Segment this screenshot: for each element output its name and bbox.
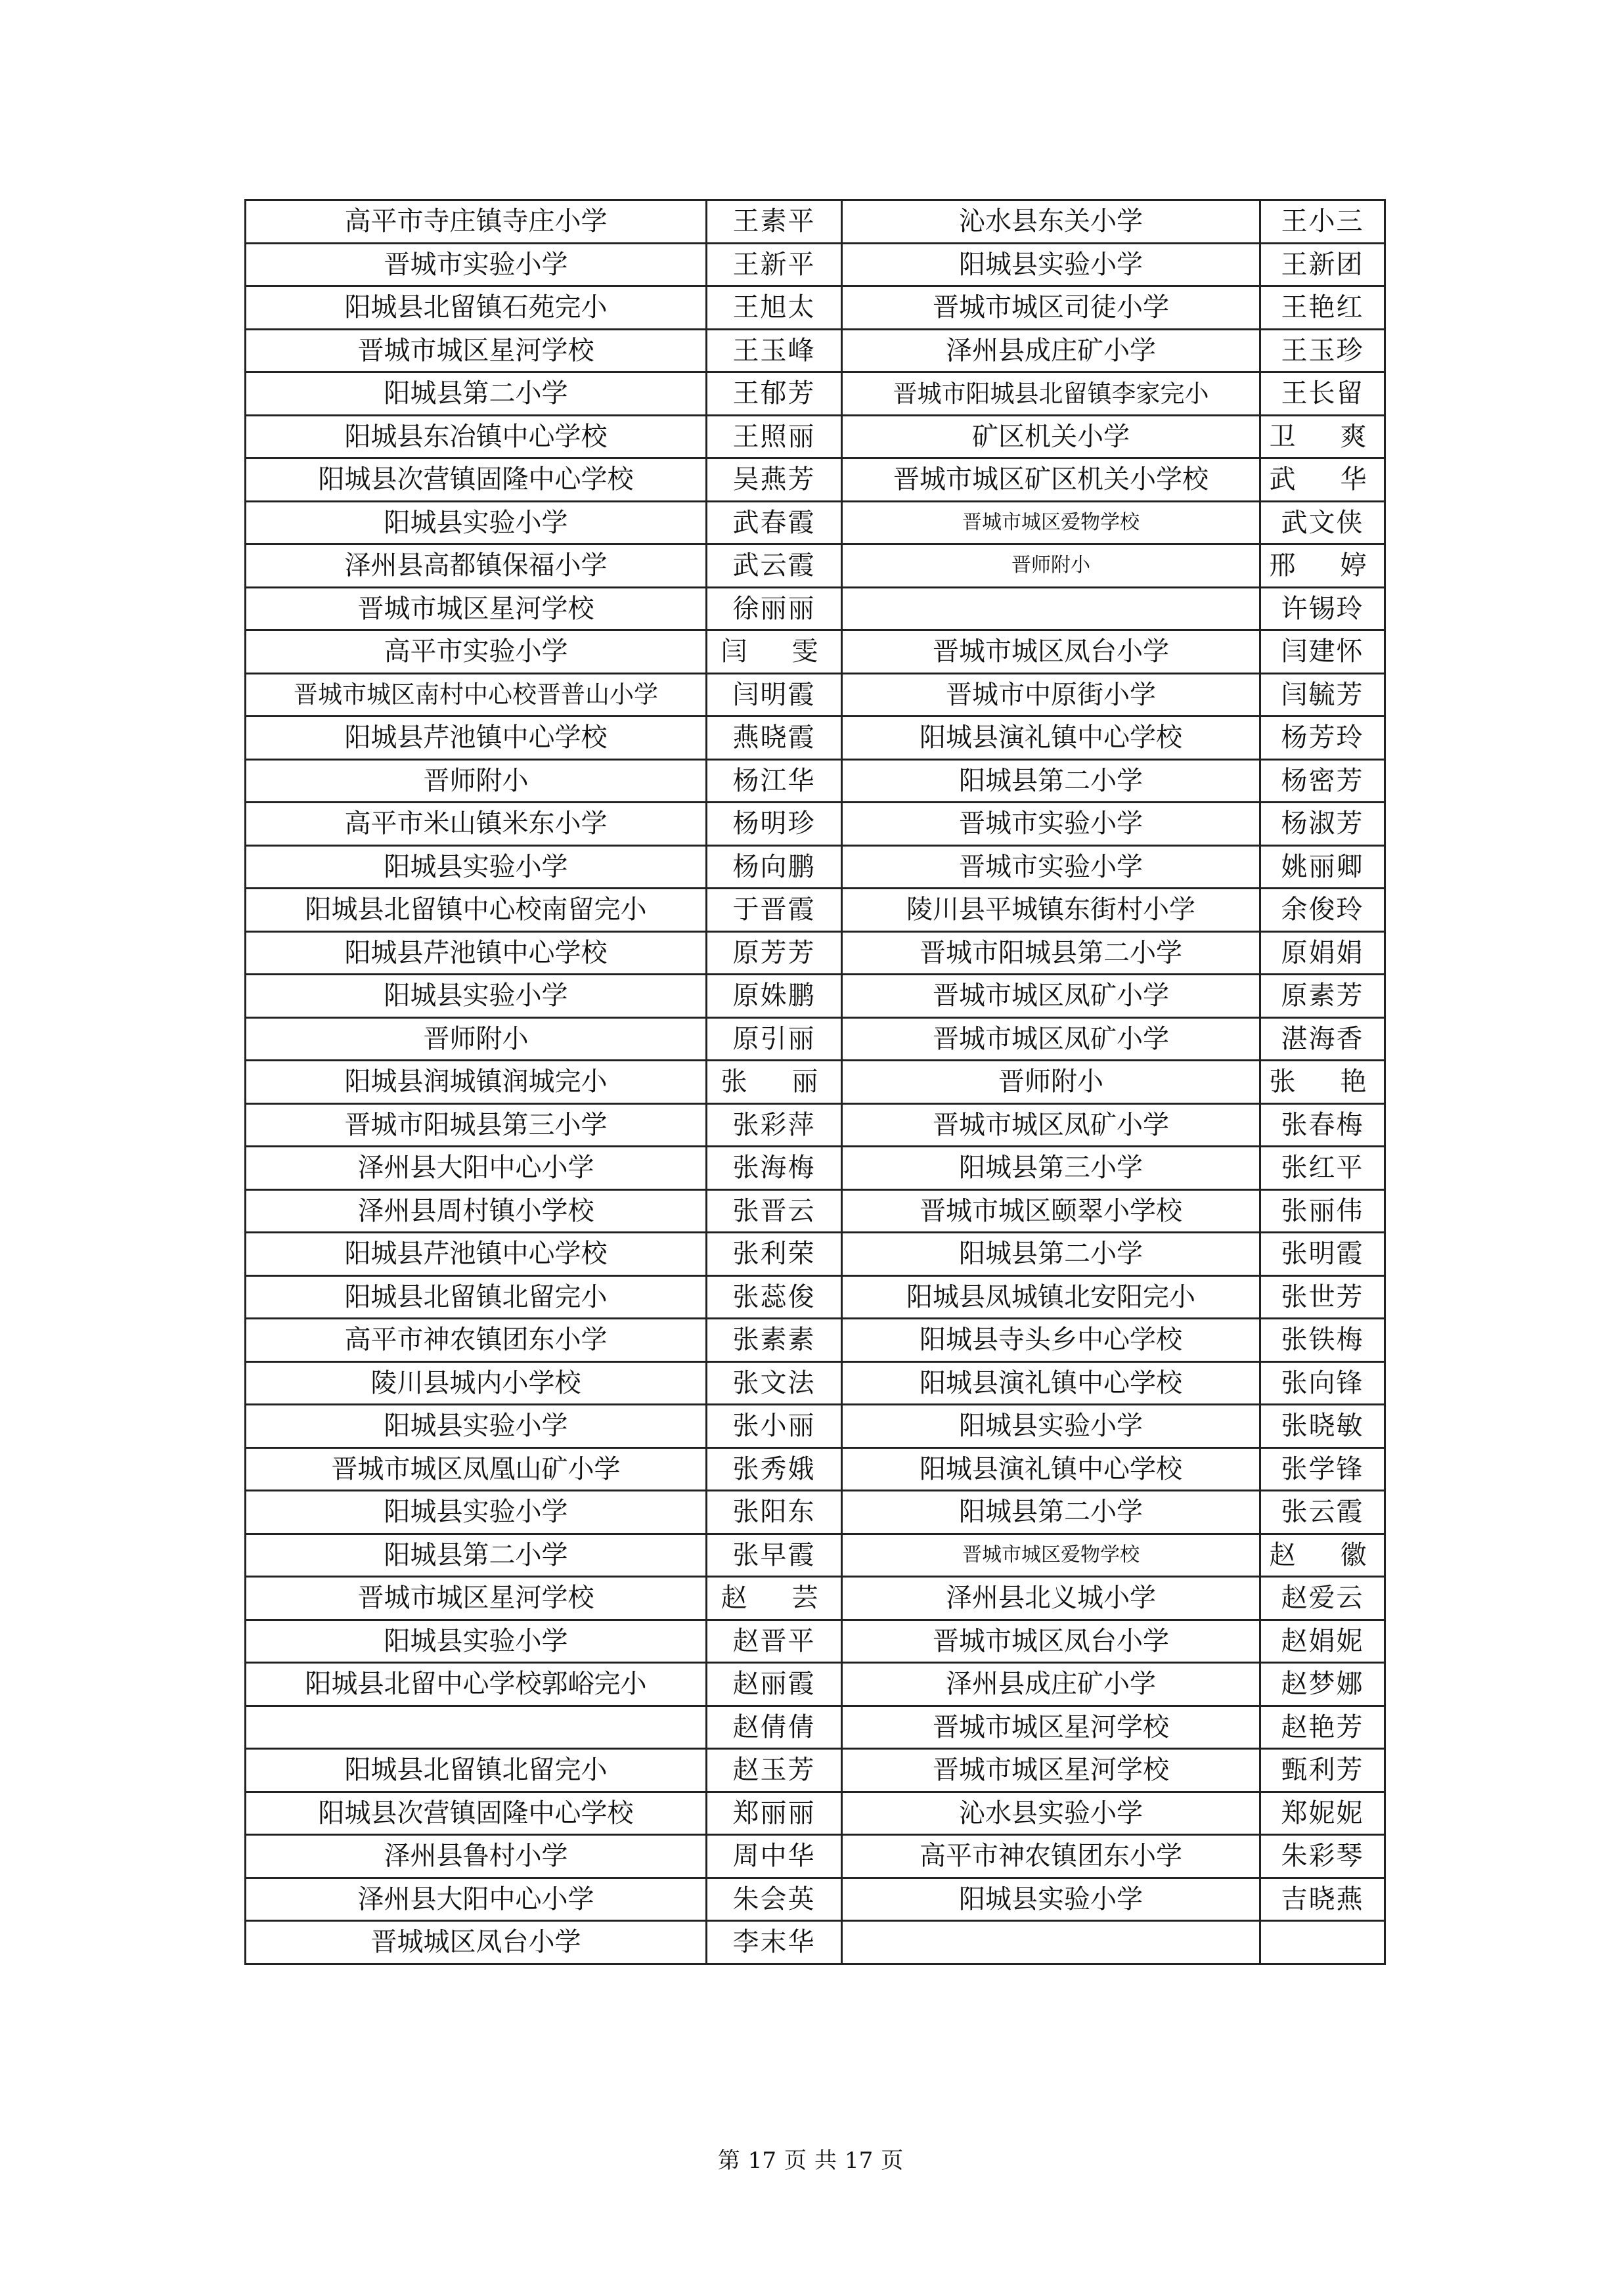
teacher-name-cell: 王玉珍 [1260, 329, 1385, 372]
teacher-name-cell: 邢 婷 [1260, 544, 1385, 588]
school-name-cell: 阳城县次营镇固隆中心学校 [246, 1792, 707, 1835]
school-name-cell: 高平市寺庄镇寺庄小学 [246, 200, 707, 244]
teacher-name-cell: 甄利芳 [1260, 1749, 1385, 1792]
table-row [246, 243, 1385, 286]
school-name-cell: 阳城县演礼镇中心学校 [842, 717, 1260, 760]
table-row [246, 1233, 1385, 1276]
table-row [246, 1061, 1385, 1104]
school-name-cell: 泽州县高都镇保福小学 [246, 544, 707, 588]
table-row [246, 1103, 1385, 1147]
teacher-name-cell: 张早霞 [707, 1534, 842, 1577]
teacher-name-cell: 王照丽 [707, 415, 842, 458]
school-name-cell: 晋城市城区星河学校 [246, 1577, 707, 1620]
table-row [246, 1749, 1385, 1792]
teacher-name-cell: 郑妮妮 [1260, 1792, 1385, 1835]
table-row [246, 803, 1385, 846]
teacher-name-cell: 原芳芳 [707, 931, 842, 975]
school-name-cell: 晋城市阳城县北留镇李家完小 [842, 372, 1260, 416]
table-row [246, 1447, 1385, 1491]
school-name-cell: 阳城县实验小学 [246, 845, 707, 889]
table-row [246, 1189, 1385, 1233]
teacher-name-cell: 杨淑芳 [1260, 803, 1385, 846]
page-footer [0, 2142, 1621, 2175]
school-name-cell: 陵川县平城镇东街村小学 [842, 889, 1260, 932]
footer-label-total: 共 [814, 2148, 837, 2174]
table-row [246, 1706, 1385, 1749]
teacher-name-cell: 郑丽丽 [707, 1792, 842, 1835]
school-name-cell: 高平市米山镇米东小学 [246, 803, 707, 846]
school-name-cell: 泽州县北义城小学 [842, 1577, 1260, 1620]
teacher-name-cell: 于晋霞 [707, 889, 842, 932]
teacher-name-cell: 徐丽丽 [707, 587, 842, 630]
school-name-cell: 阳城县芹池镇中心学校 [246, 931, 707, 975]
table-row [246, 1405, 1385, 1448]
teacher-name-cell: 张云霞 [1260, 1491, 1385, 1534]
teacher-name-cell: 武 华 [1260, 458, 1385, 502]
roster-table [244, 199, 1386, 1965]
school-name-cell: 晋城市城区星河学校 [246, 329, 707, 372]
teacher-name-cell: 张明霞 [1260, 1233, 1385, 1276]
table-row [246, 717, 1385, 760]
table-row [246, 1017, 1385, 1061]
table-row [246, 1878, 1385, 1921]
teacher-name-cell: 赵 徽 [1260, 1534, 1385, 1577]
teacher-name-cell: 王旭太 [707, 286, 842, 330]
teacher-name-cell: 杨向鹏 [707, 845, 842, 889]
school-name-cell: 阳城县第二小学 [842, 1491, 1260, 1534]
teacher-name-cell: 武云霞 [707, 544, 842, 588]
school-name-cell: 阳城县实验小学 [842, 1405, 1260, 1448]
table-row [246, 1835, 1385, 1878]
teacher-name-cell: 杨芳玲 [1260, 717, 1385, 760]
school-name-cell: 晋城市城区凤矿小学 [842, 1103, 1260, 1147]
school-name-cell: 阳城县第二小学 [246, 1534, 707, 1577]
teacher-name-cell: 王新平 [707, 243, 842, 286]
teacher-name-cell: 闫毓芳 [1260, 673, 1385, 717]
school-name-cell: 阳城县演礼镇中心学校 [842, 1447, 1260, 1491]
school-name-cell: 阳城县第二小学 [246, 372, 707, 416]
school-name-cell: 晋城市城区星河学校 [246, 587, 707, 630]
table-row [246, 1663, 1385, 1706]
school-name-cell: 泽州县成庄矿小学 [842, 1663, 1260, 1706]
teacher-name-cell: 张海梅 [707, 1147, 842, 1190]
school-name-cell: 阳城县第三小学 [842, 1147, 1260, 1190]
teacher-name-cell: 原素芳 [1260, 975, 1385, 1018]
school-name-cell: 沁水县东关小学 [842, 200, 1260, 244]
table-row [246, 1620, 1385, 1663]
table-row [246, 1275, 1385, 1319]
school-name-cell: 晋城市城区凤凰山矿小学 [246, 1447, 707, 1491]
teacher-name-cell: 张小丽 [707, 1405, 842, 1448]
teacher-name-cell: 王新团 [1260, 243, 1385, 286]
teacher-name-cell: 吉晓燕 [1260, 1878, 1385, 1921]
teacher-name-cell: 原引丽 [707, 1017, 842, 1061]
teacher-name-cell: 赵 芸 [707, 1577, 842, 1620]
table-row [246, 1577, 1385, 1620]
school-name-cell: 晋城市城区司徒小学 [842, 286, 1260, 330]
school-name-cell: 矿区机关小学 [842, 415, 1260, 458]
school-name-cell: 阳城县凤城镇北安阳完小 [842, 1275, 1260, 1319]
teacher-name-cell: 李末华 [707, 1921, 842, 1964]
school-name-cell: 高平市神农镇团东小学 [842, 1835, 1260, 1878]
teacher-name-cell: 张学锋 [1260, 1447, 1385, 1491]
table-row [246, 845, 1385, 889]
teacher-name-cell: 周中华 [707, 1835, 842, 1878]
teacher-name-cell: 燕晓霞 [707, 717, 842, 760]
table-row [246, 1361, 1385, 1405]
school-name-cell: 阳城县润城镇润城完小 [246, 1061, 707, 1104]
school-name-cell: 泽州县大阳中心小学 [246, 1147, 707, 1190]
teacher-name-cell: 武文侠 [1260, 501, 1385, 544]
school-name-cell: 晋城市实验小学 [246, 243, 707, 286]
teacher-name-cell: 余俊玲 [1260, 889, 1385, 932]
teacher-name-cell: 张秀娥 [707, 1447, 842, 1491]
school-name-cell: 晋城城区凤台小学 [246, 1921, 707, 1964]
teacher-name-cell: 朱彩琴 [1260, 1835, 1385, 1878]
school-name-cell: 晋城市实验小学 [842, 845, 1260, 889]
teacher-name-cell: 张彩萍 [707, 1103, 842, 1147]
teacher-name-cell: 张利荣 [707, 1233, 842, 1276]
footer-label-page-unit: 页 [784, 2148, 807, 2174]
school-name-cell: 沁水县实验小学 [842, 1792, 1260, 1835]
teacher-name-cell: 赵梦娜 [1260, 1663, 1385, 1706]
school-name-cell: 晋师附小 [842, 544, 1260, 588]
school-name-cell: 晋城市城区爱物学校 [842, 1534, 1260, 1577]
teacher-name-cell: 张向锋 [1260, 1361, 1385, 1405]
table-row [246, 1534, 1385, 1577]
table-row [246, 501, 1385, 544]
teacher-name-cell: 卫 爽 [1260, 415, 1385, 458]
school-name-cell [842, 1921, 1260, 1964]
table-row [246, 1147, 1385, 1190]
table-row [246, 415, 1385, 458]
school-name-cell: 阳城县实验小学 [246, 1620, 707, 1663]
teacher-name-cell: 张铁梅 [1260, 1319, 1385, 1362]
table-row [246, 372, 1385, 416]
teacher-name-cell [1260, 1921, 1385, 1964]
teacher-name-cell: 王艳红 [1260, 286, 1385, 330]
school-name-cell: 陵川县城内小学校 [246, 1361, 707, 1405]
school-name-cell: 阳城县实验小学 [246, 975, 707, 1018]
teacher-name-cell: 王玉峰 [707, 329, 842, 372]
school-name-cell: 阳城县实验小学 [246, 1491, 707, 1534]
teacher-name-cell: 张丽伟 [1260, 1189, 1385, 1233]
table-row [246, 200, 1385, 244]
school-name-cell: 阳城县北留中心学校郭峪完小 [246, 1663, 707, 1706]
school-name-cell: 晋城市城区凤矿小学 [842, 975, 1260, 1018]
teacher-name-cell: 王素平 [707, 200, 842, 244]
school-name-cell: 阳城县北留镇北留完小 [246, 1749, 707, 1792]
teacher-name-cell: 赵娟妮 [1260, 1620, 1385, 1663]
teacher-name-cell: 张红平 [1260, 1147, 1385, 1190]
school-name-cell: 晋城市城区星河学校 [842, 1749, 1260, 1792]
table-row [246, 673, 1385, 717]
school-name-cell: 晋城市城区矿区机关小学校 [842, 458, 1260, 502]
teacher-name-cell: 王小三 [1260, 200, 1385, 244]
school-name-cell: 阳城县寺头乡中心学校 [842, 1319, 1260, 1362]
school-name-cell: 阳城县实验小学 [842, 1878, 1260, 1921]
school-name-cell: 晋城市阳城县第二小学 [842, 931, 1260, 975]
school-name-cell: 晋城市城区凤台小学 [842, 1620, 1260, 1663]
teacher-name-cell: 赵丽霞 [707, 1663, 842, 1706]
teacher-name-cell: 赵晋平 [707, 1620, 842, 1663]
school-name-cell: 阳城县第二小学 [842, 759, 1260, 803]
teacher-name-cell: 闫 雯 [707, 630, 842, 674]
teacher-name-cell: 张晋云 [707, 1189, 842, 1233]
teacher-name-cell: 张晓敏 [1260, 1405, 1385, 1448]
table-row [246, 458, 1385, 502]
teacher-name-cell: 湛海香 [1260, 1017, 1385, 1061]
school-name-cell: 泽州县大阳中心小学 [246, 1878, 707, 1921]
teacher-name-cell: 闫建怀 [1260, 630, 1385, 674]
school-name-cell: 晋城市城区爱物学校 [842, 501, 1260, 544]
school-name-cell: 晋城市城区凤台小学 [842, 630, 1260, 674]
table-row [246, 587, 1385, 630]
school-name-cell: 晋师附小 [842, 1061, 1260, 1104]
school-name-cell [842, 587, 1260, 630]
school-name-cell: 阳城县实验小学 [246, 501, 707, 544]
school-name-cell: 阳城县第二小学 [842, 1233, 1260, 1276]
teacher-name-cell: 杨江华 [707, 759, 842, 803]
teacher-name-cell: 赵艳芳 [1260, 1706, 1385, 1749]
teacher-name-cell: 杨明珍 [707, 803, 842, 846]
teacher-name-cell: 张文法 [707, 1361, 842, 1405]
school-name-cell: 阳城县次营镇固隆中心学校 [246, 458, 707, 502]
table-row [246, 889, 1385, 932]
school-name-cell: 阳城县芹池镇中心学校 [246, 1233, 707, 1276]
school-name-cell: 晋城市城区南村中心校晋普山小学 [246, 673, 707, 717]
teacher-name-cell: 赵玉芳 [707, 1749, 842, 1792]
roster-body [246, 200, 1385, 1964]
table-row [246, 286, 1385, 330]
footer-label-page: 第 [717, 2148, 740, 2174]
teacher-name-cell: 吴燕芳 [707, 458, 842, 502]
teacher-name-cell: 张素素 [707, 1319, 842, 1362]
teacher-name-cell: 张阳东 [707, 1491, 842, 1534]
teacher-name-cell: 原娟娟 [1260, 931, 1385, 975]
school-name-cell: 泽州县成庄矿小学 [842, 329, 1260, 372]
school-name-cell [246, 1706, 707, 1749]
footer-label-total-unit: 页 [881, 2148, 904, 2174]
teacher-name-cell: 张蕊俊 [707, 1275, 842, 1319]
table-row [246, 1491, 1385, 1534]
school-name-cell: 晋城市城区颐翠小学校 [842, 1189, 1260, 1233]
table-row [246, 1921, 1385, 1964]
teacher-name-cell: 赵倩倩 [707, 1706, 842, 1749]
teacher-name-cell: 王郁芳 [707, 372, 842, 416]
teacher-name-cell: 赵爱云 [1260, 1577, 1385, 1620]
teacher-name-cell: 杨密芳 [1260, 759, 1385, 803]
school-name-cell: 阳城县北留镇中心校南留完小 [246, 889, 707, 932]
teacher-name-cell: 张世芳 [1260, 1275, 1385, 1319]
school-name-cell: 阳城县演礼镇中心学校 [842, 1361, 1260, 1405]
school-name-cell: 晋城市中原街小学 [842, 673, 1260, 717]
school-name-cell: 泽州县周村镇小学校 [246, 1189, 707, 1233]
school-name-cell: 阳城县东冶镇中心学校 [246, 415, 707, 458]
table-row [246, 630, 1385, 674]
school-name-cell: 高平市实验小学 [246, 630, 707, 674]
table-row [246, 759, 1385, 803]
school-name-cell: 高平市神农镇团东小学 [246, 1319, 707, 1362]
school-name-cell: 晋城市实验小学 [842, 803, 1260, 846]
teacher-name-cell: 原姝鹏 [707, 975, 842, 1018]
teacher-name-cell: 张 艳 [1260, 1061, 1385, 1104]
school-name-cell: 阳城县实验小学 [246, 1405, 707, 1448]
teacher-name-cell: 闫明霞 [707, 673, 842, 717]
table-row [246, 975, 1385, 1018]
school-name-cell: 泽州县鲁村小学 [246, 1835, 707, 1878]
table-row [246, 931, 1385, 975]
teacher-name-cell: 朱会英 [707, 1878, 842, 1921]
school-name-cell: 阳城县实验小学 [842, 243, 1260, 286]
table-row [246, 329, 1385, 372]
footer-total-pages: 17 [845, 2148, 874, 2174]
teacher-name-cell: 武春霞 [707, 501, 842, 544]
teacher-name-cell: 张春梅 [1260, 1103, 1385, 1147]
table-row [246, 1319, 1385, 1362]
table-row [246, 1792, 1385, 1835]
school-name-cell: 阳城县北留镇石苑完小 [246, 286, 707, 330]
school-name-cell: 晋师附小 [246, 1017, 707, 1061]
school-name-cell: 晋城市阳城县第三小学 [246, 1103, 707, 1147]
school-name-cell: 晋城市城区凤矿小学 [842, 1017, 1260, 1061]
school-name-cell: 阳城县北留镇北留完小 [246, 1275, 707, 1319]
teacher-name-cell: 姚丽卿 [1260, 845, 1385, 889]
school-name-cell: 晋师附小 [246, 759, 707, 803]
school-name-cell: 晋城市城区星河学校 [842, 1706, 1260, 1749]
footer-current-page: 17 [747, 2148, 776, 2174]
table-row [246, 544, 1385, 588]
school-name-cell: 阳城县芹池镇中心学校 [246, 717, 707, 760]
teacher-name-cell: 张 丽 [707, 1061, 842, 1104]
teacher-name-cell: 许锡玲 [1260, 587, 1385, 630]
teacher-name-cell: 王长留 [1260, 372, 1385, 416]
